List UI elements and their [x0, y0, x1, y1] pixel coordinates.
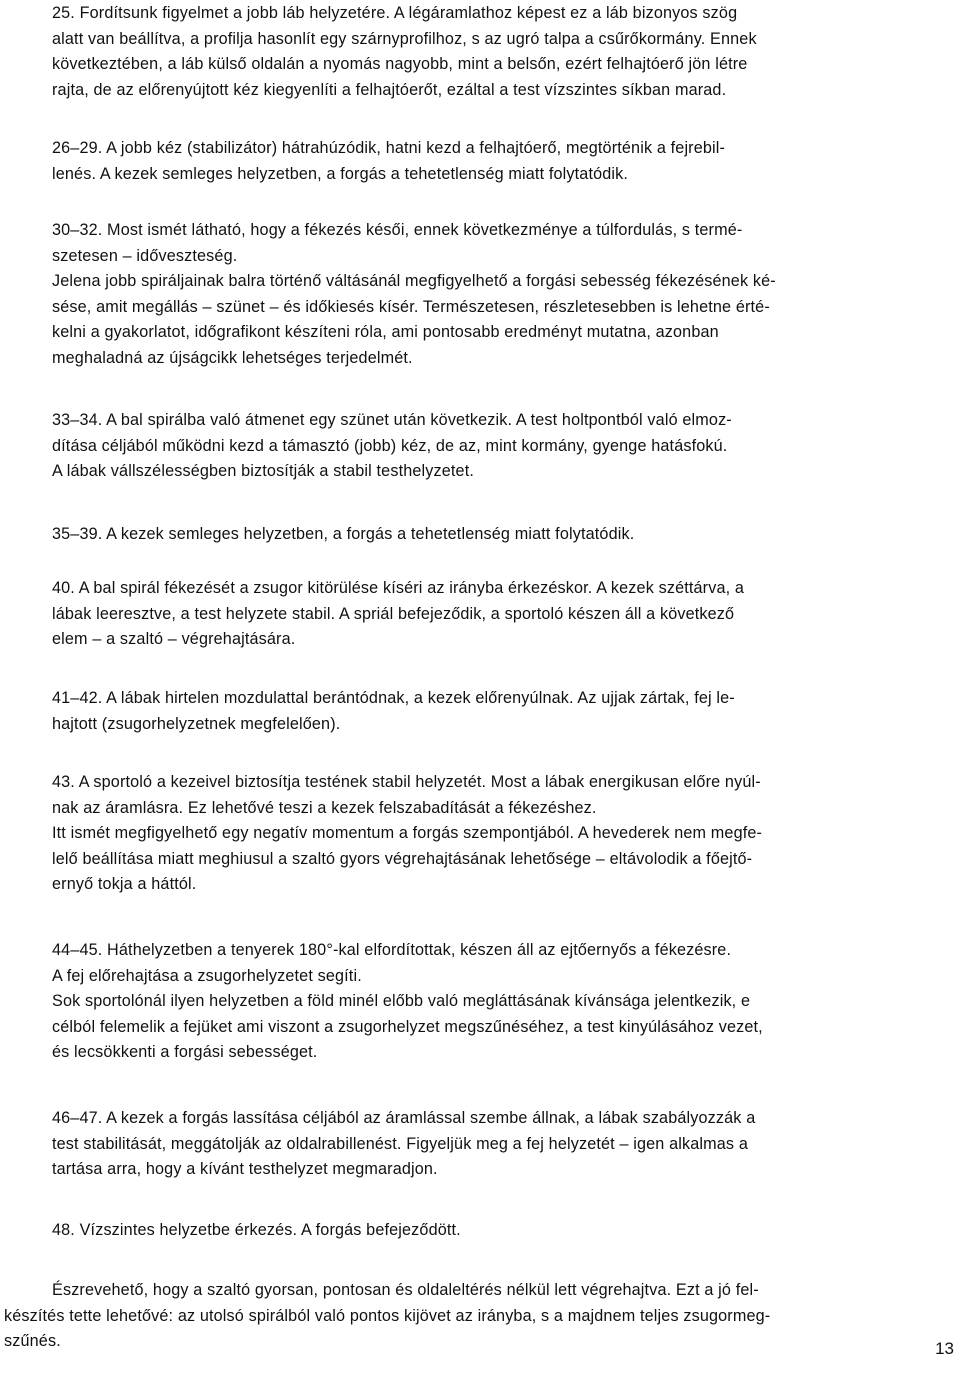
- text-line: dítása céljából működni kezd a támasztó (jobb) kéz, de az, mint kormány, gyenge hatásfokú.: [52, 436, 728, 455]
- paragraph-40: [52, 576, 958, 653]
- text-line: 43. A sportoló a kezeivel biztosítja testének stabil helyzetét. Most a lábak energikusan előre nyúl-: [52, 773, 761, 791]
- paragraph-48: [52, 1218, 958, 1244]
- text-line: ernyő tokja a háttól.: [52, 875, 197, 893]
- text-line: következtében, a láb külső oldalán a nyomás nagyobb, mint a belsőn, ezért felhajtóerő jön létre: [52, 55, 748, 73]
- text-line: 40. A bal spirál fékezését a zsugor kitörülése kíséri az irányba érkezéskor. A kezek széttárva, a: [52, 579, 745, 597]
- paragraph-46-47: [52, 1106, 958, 1183]
- text-line: 41–42. A lábak hirtelen mozdulattal berántódnak, a kezek előrenyúlnak. Az ujjak zártak, fej le-: [52, 689, 735, 707]
- page-number: 13: [935, 1339, 954, 1358]
- text-line: alatt van beállítva, a profilja hasonlít egy szárnyprofilhoz, s az ugró talpa a csűrőkormány. Ennek: [52, 29, 757, 48]
- text-line: 35–39. A kezek semleges helyzetben, a forgás a tehetetlenség miatt folytatódik.: [52, 525, 635, 543]
- text-line: 26–29. A jobb kéz (stabilizátor) hátrahúzódik, hatni kezd a felhajtóerő, megtörténik a fejrebil-: [52, 139, 726, 157]
- text-line: hajtott (zsugorhelyzetnek megfelelően).: [52, 714, 341, 733]
- text-line: kelni a gyakorlatot, időgrafikont készíteni róla, ami pontosabb eredményt mutatna, azonban: [52, 323, 719, 341]
- text-line: lenés. A kezek semleges helyzetben, a forgás a tehetetlenség miatt folytatódik.: [52, 164, 629, 183]
- text-line: szűnés.: [4, 1332, 61, 1350]
- text-line: lábak leeresztve, a test helyzete stabil. A spriál befejeződik, a sportoló készen áll a következő: [52, 604, 735, 623]
- paragraph-30-32: [52, 218, 958, 371]
- text-line: sése, amit megállás – szünet – és időkiesés kísér. Természetesen, részletesebben is lehetne érté-: [52, 297, 770, 316]
- text-line: Észrevehető, hogy a szaltó gyorsan, pontosan és oldaleltérés nélkül lett végrehajtva. Ezt a jó fel-: [52, 1281, 759, 1299]
- paragraph-35-39: [52, 522, 958, 548]
- paragraph-33-34: [52, 408, 958, 485]
- text-line: nak az áramlásra. Ez lehetővé teszi a kezek felszabadítását a fékezéshez.: [52, 798, 597, 817]
- text-line: elem – a szaltó – végrehajtására.: [52, 630, 296, 648]
- paragraph-41-42: [52, 686, 958, 737]
- text-line: meghaladná az újságcikk lehetséges terjedelmét.: [52, 348, 413, 367]
- text-line: A fej előrehajtása a zsugorhelyzetet segíti.: [52, 966, 362, 985]
- paragraph-26-29: [52, 136, 958, 187]
- text-line: célból felemelik a fejüket ami viszont a zsugorhelyzet megszűnéséhez, a test kinyúlásához vezet,: [52, 1017, 763, 1036]
- text-line: A lábak vállszélességben biztosítják a stabil testhelyzetet.: [52, 462, 475, 480]
- text-line: 44–45. Háthelyzetben a tenyerek 180°-kal elfordítottak, készen áll az ejtőernyős a fékezésre.: [52, 941, 732, 959]
- text-line: 46–47. A kezek a forgás lassítása céljából az áramlással szembe állnak, a lábak szabályozzák a: [52, 1109, 756, 1127]
- text-line: Jelena jobb spiráljainak balra történő váltásánál megfigyelhető a forgási sebesség fékezésének ké-: [52, 272, 776, 290]
- text-line: Itt ismét megfigyelhető egy negatív momentum a forgás szempontjából. A hevederek nem megfe-: [52, 824, 763, 842]
- paragraph-43: [52, 770, 958, 898]
- text-line: test stabilitását, meggátolják az oldalrabillenést. Figyeljük meg a fej helyzetét – igen alkalmas a: [52, 1134, 748, 1153]
- text-line: 33–34. A bal spirálba való átmenet egy szünet után következik. A test holtpontból való elmoz-: [52, 411, 732, 429]
- text-line: 30–32. Most ismét látható, hogy a fékezés késői, ennek következménye a túlfordulás, s termé-: [52, 221, 743, 239]
- text-line: 25. Fordítsunk figyelmet a jobb láb helyzetére. A légáramlathoz képest ez a láb bizonyos szög: [52, 4, 738, 22]
- paragraph-summary: [4, 1278, 954, 1355]
- text-line: tartása arra, hogy a kívánt testhelyzet megmaradjon.: [52, 1160, 438, 1178]
- paragraph-25: [52, 1, 958, 103]
- text-line: és lecsökkenti a forgási sebességet.: [52, 1043, 318, 1061]
- text-line: rajta, de az előrenyújtott kéz kiegyenlíti a felhajtóerőt, ezáltal a test vízszintes síkban marad.: [52, 80, 727, 99]
- text-line: 48. Vízszintes helyzetbe érkezés. A forgás befejeződött.: [52, 1221, 461, 1239]
- text-line: Sok sportolónál ilyen helyzetben a föld minél előbb való megláttásának kívánsága jelentkezik, e: [52, 992, 751, 1010]
- text-line: lelő beállítása miatt meghiusul a szaltó gyors végrehajtásának lehetősége – eltávolodik a főejtő-: [52, 849, 753, 868]
- text-line: készítés tette lehetővé: az utolsó spirálból való pontos kijövet az irányba, s a majdnem teljes zsugormeg-: [4, 1306, 771, 1325]
- text-line: szetesen – időveszteség.: [52, 246, 238, 265]
- paragraph-44-45: [52, 938, 958, 1066]
